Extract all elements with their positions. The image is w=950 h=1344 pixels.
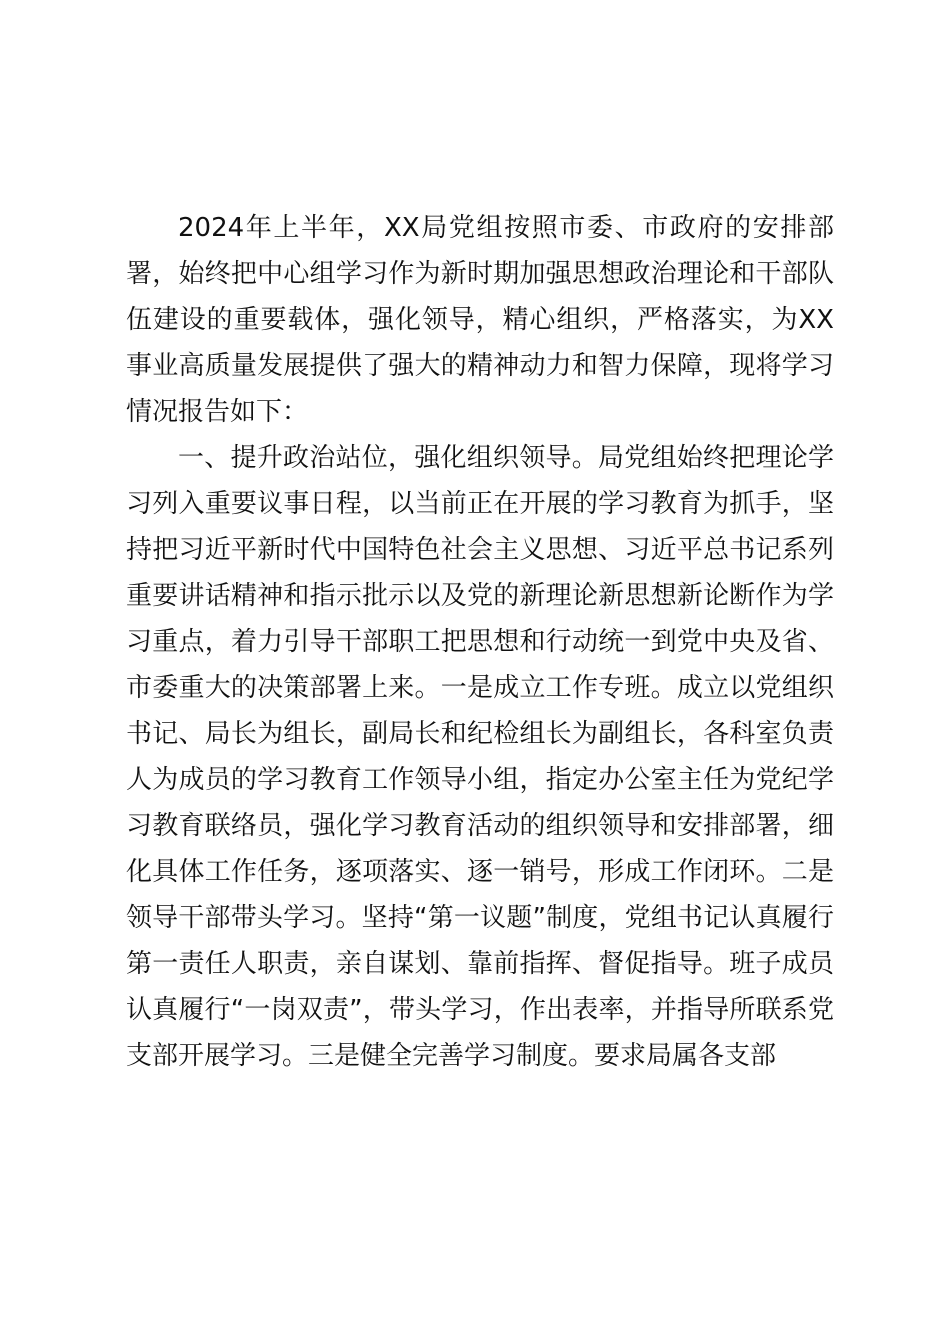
document-body <box>126 205 834 1079</box>
intro-paragraph: 2024年上半年，XX局党组按照市委、市政府的安排部署，始终把中心组学习作为新时期加强思想政治理论和干部队伍建设的重要载体，强化领导，精心组织，严格落实，为XX事业高质量发展提供了强大的精神动力和智力保障，现将学习情况报告如下： <box>126 213 834 427</box>
section-one-paragraph: 一、提升政治站位，强化组织领导。局党组始终把理论学习列入重要议事日程，以当前正在开展的学习教育为抓手，坚持把习近平新时代中国特色社会主义思想、习近平总书记系列重要讲话精神和指示批示以及党的新理论新思想新论断作为学习重点，着力引导干部职工把思想和行动统一到党中央及省、市委重大的决策部署上来。一是成立工作专班。成立以党组织书记、局长为组长，副局长和纪检组长为副组长，各科室负责人为成员的学习教育工作领导小组，指定办公室主任为党纪学习教育联络员，强化学习教育活动的组织领导和安排部署，细化具体工作任务，逐项落实、逐一销号，形成工作闭环。二是领导干部带头学习。坚持“第一议题”制度，党组书记认真履行第一责任人职责，亲自谋划、靠前指挥、督促指导。班子成员认真履行“一岗双责”，带头学习，作出表率，并指导所联系党支部开展学习。三是健全完善学习制度。要求局属各支部 <box>126 443 834 1071</box>
